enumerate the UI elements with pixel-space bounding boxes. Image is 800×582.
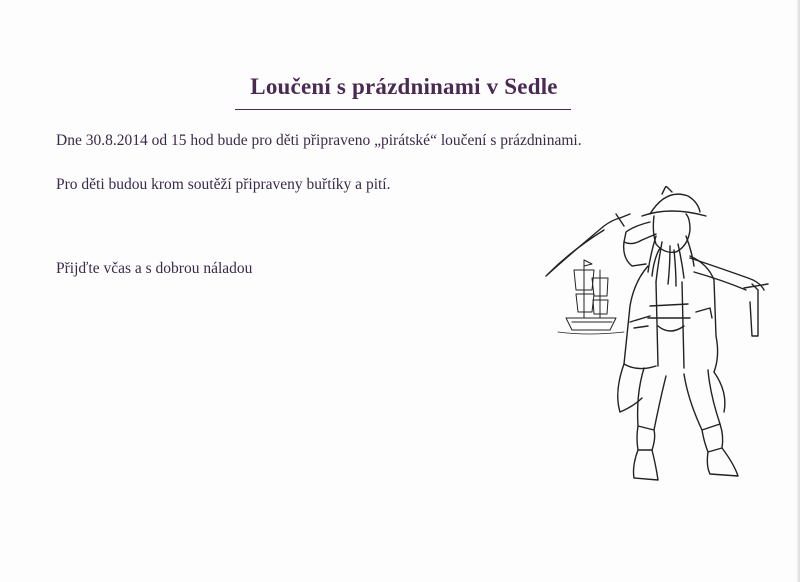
paragraph-refreshments: Pro děti budou krom soutěží připraveny buřtíky a pití. (56, 176, 391, 193)
legs-icon (637, 368, 723, 452)
ship-icon (558, 260, 624, 334)
beard-icon (648, 214, 694, 286)
document-title: Loučení s prázdninami v Sedle (250, 74, 558, 99)
sword-icon (546, 214, 630, 276)
coat-icon (618, 256, 725, 412)
pirate-illustration-icon (538, 186, 774, 486)
title-underline (235, 109, 571, 110)
boots-icon (634, 448, 739, 480)
paragraph-invitation: Přijďte včas a s dobrou náladou (56, 260, 253, 277)
pistol-icon (690, 258, 768, 336)
hat-icon (642, 186, 706, 216)
paragraph-date: Dne 30.8.2014 od 15 hod bude pro děti připraveno „pirátské“ loučení s prázdninami. (56, 132, 582, 149)
